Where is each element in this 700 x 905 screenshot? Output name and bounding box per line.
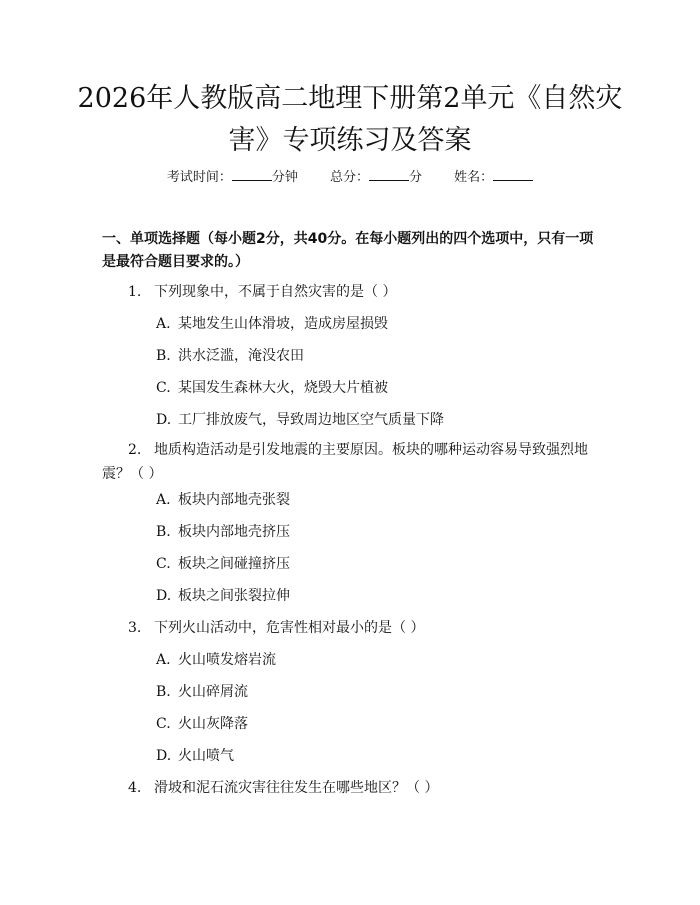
option-text: 火山喷气 [178, 748, 234, 764]
option-letter: A. [156, 316, 171, 332]
option-text: 火山喷发熔岩流 [178, 652, 276, 668]
question-text: 下列火山活动中，危害性相对最小的是（ ） [154, 620, 425, 636]
option-letter: A. [156, 652, 171, 668]
option-2c [156, 554, 290, 574]
option-letter: A. [156, 492, 171, 508]
option-text: 板块之间碰撞挤压 [178, 556, 290, 572]
option-text: 洪水泛滥，淹没农田 [178, 348, 304, 364]
question-1 [102, 280, 602, 304]
total-score-field [330, 168, 422, 188]
option-1c [156, 378, 388, 398]
option-text: 某国发生森林大火，烧毁大片植被 [178, 380, 388, 396]
total-score-blank [369, 168, 409, 181]
option-letter: C. [156, 380, 171, 396]
option-2b [156, 522, 290, 542]
exam-time-blank [232, 168, 272, 181]
question-number: 3. [128, 620, 142, 636]
option-letter: B. [156, 348, 171, 364]
question-text: 下列现象中，不属于自然灾害的是（ ） [154, 284, 397, 300]
option-text: 板块内部地壳张裂 [178, 492, 290, 508]
total-score-label: 总分： [329, 170, 369, 185]
option-3c [156, 714, 248, 734]
option-1a [156, 314, 388, 334]
question-text: 地质构造活动是引发地震的主要原因。板块的哪种运动容易导致强烈地震？（ ） [102, 442, 588, 482]
exam-time-label: 考试时间： [166, 170, 232, 185]
option-text: 板块内部地壳挤压 [178, 524, 290, 540]
total-score-unit: 分 [409, 170, 423, 185]
question-number: 2. [128, 442, 142, 458]
question-2 [102, 438, 602, 486]
option-2a [156, 490, 290, 510]
option-1d [156, 410, 444, 430]
question-number: 4. [128, 780, 142, 796]
exam-time-unit: 分钟 [271, 170, 298, 185]
exam-info-line [0, 168, 700, 188]
option-letter: D. [156, 588, 172, 604]
option-letter: D. [156, 412, 172, 428]
option-text: 板块之间张裂拉伸 [178, 588, 290, 604]
option-letter: B. [156, 684, 171, 700]
option-text: 工厂排放废气，导致周边地区空气质量下降 [178, 412, 444, 428]
student-name-label: 姓名： [454, 170, 494, 185]
option-text: 火山碎屑流 [178, 684, 248, 700]
option-letter: D. [156, 748, 172, 764]
question-4 [102, 776, 602, 800]
option-text: 某地发生山体滑坡，造成房屋损毁 [178, 316, 388, 332]
option-1b [156, 346, 304, 366]
option-text: 火山灰降落 [178, 716, 248, 732]
exam-time-field [167, 168, 298, 188]
option-3b [156, 682, 248, 702]
option-3d [156, 746, 234, 766]
option-letter: B. [156, 524, 171, 540]
question-number: 1. [128, 284, 142, 300]
student-name-blank [493, 168, 533, 181]
student-name-field [454, 168, 533, 188]
section-heading: 一、单项选择题（每小题2分，共40分。在每小题列出的四个选项中，只有一项是最符合题目要求的。） [102, 231, 594, 270]
question-text: 滑坡和泥石流灾害往往发生在哪些地区？（ ） [154, 780, 439, 796]
option-letter: C. [156, 716, 171, 732]
question-3 [102, 616, 602, 640]
option-letter: C. [156, 556, 171, 572]
option-2d [156, 586, 290, 606]
option-3a [156, 650, 276, 670]
document-title: 2026年人教版高二地理下册第2单元《自然灾害》专项练习及答案 [77, 83, 623, 156]
